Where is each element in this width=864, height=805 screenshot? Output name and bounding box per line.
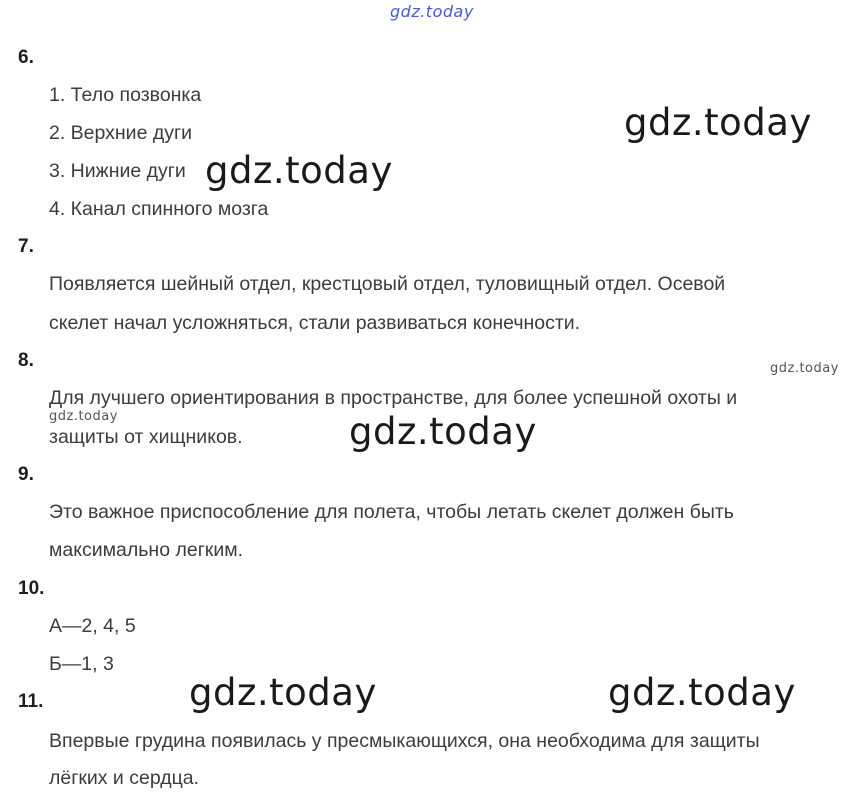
answer-8-line-2: защиты от хищников. xyxy=(49,426,243,448)
watermark-large: gdz.today xyxy=(624,101,812,144)
answer-number-6: 6. xyxy=(18,47,34,68)
answer-6-line-1: 1. Тело позвонка xyxy=(49,84,202,106)
answer-number-10: 10. xyxy=(18,578,45,599)
answer-9-line-1: Это важное приспособление для полета, чтобы летать скелет должен быть xyxy=(49,501,734,523)
watermark-large: gdz.today xyxy=(205,149,393,192)
answer-7-line-1: Появляется шейный отдел, крестцовый отдел, туловищный отдел. Осевой xyxy=(49,273,726,295)
header-watermark: gdz.today xyxy=(390,2,474,21)
answer-number-9: 9. xyxy=(18,464,34,485)
watermark-large: gdz.today xyxy=(608,671,796,714)
answer-10-line-1: А—2, 4, 5 xyxy=(49,615,136,637)
answer-9-line-2: максимально легким. xyxy=(49,539,244,561)
answer-8-line-1: Для лучшего ориентирования в пространстве, для более успешной охоты и xyxy=(49,387,738,409)
answer-11-line-2: лёгких и сердца. xyxy=(49,767,200,789)
watermark-large: gdz.today xyxy=(349,410,537,453)
answer-6-line-2: 2. Верхние дуги xyxy=(49,122,192,144)
answer-number-7: 7. xyxy=(18,236,34,257)
watermark-large: gdz.today xyxy=(189,671,377,714)
answer-number-11: 11. xyxy=(18,691,44,712)
answer-6-line-4: 4. Канал спинного мозга xyxy=(49,198,269,220)
answer-6-line-3: 3. Нижние дуги xyxy=(49,160,186,182)
answer-number-8: 8. xyxy=(18,350,34,371)
watermark-small: gdz.today xyxy=(49,409,118,424)
answer-11-line-1: Впервые грудина появилась у пресмыкающихся, она необходима для защиты xyxy=(49,730,760,752)
watermark-small: gdz.today xyxy=(770,361,839,376)
answer-7-line-2: скелет начал усложняться, стали развиваться конечности. xyxy=(49,312,581,334)
answer-10-line-2: Б—1, 3 xyxy=(49,653,114,675)
